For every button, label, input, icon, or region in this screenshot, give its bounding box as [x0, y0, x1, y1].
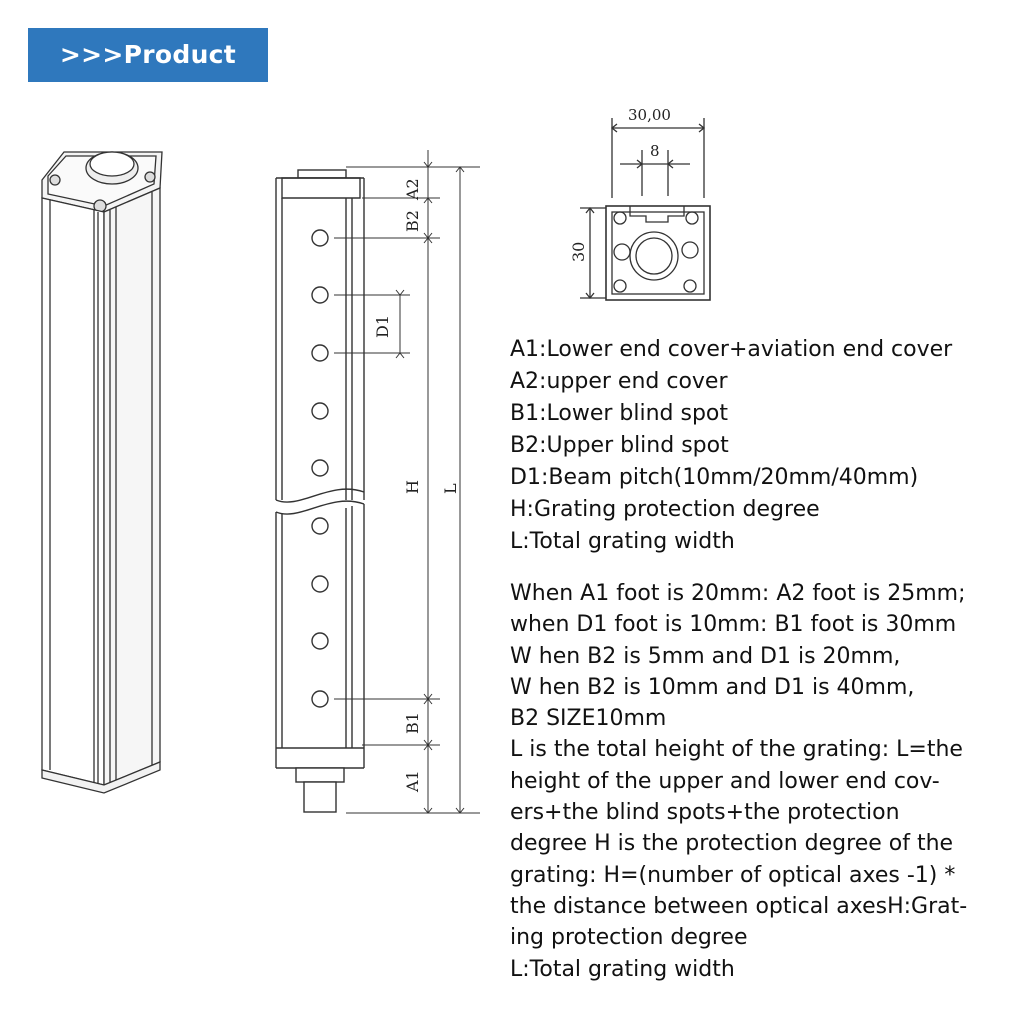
- dim-l: L: [441, 483, 460, 494]
- beam-3: [312, 345, 328, 361]
- notes-list: [510, 578, 1015, 985]
- front-view: [276, 170, 364, 812]
- note-line: W hen B2 is 5mm and D1 is 20mm,: [510, 643, 901, 669]
- note-line: the distance between optical axesH:Grat-: [510, 893, 968, 919]
- note-line: ing protection degree: [510, 925, 748, 951]
- dim-d1: D1: [373, 314, 392, 338]
- note-line: degree H is the protection degree of the: [510, 831, 954, 857]
- legend-item: L:Total grating width: [510, 529, 735, 554]
- beam-5: [312, 460, 328, 476]
- dim-b2: B2: [403, 210, 422, 232]
- dim-inner-width: 8: [650, 142, 660, 160]
- dim-h: H: [403, 480, 422, 494]
- note-line: height of the upper and lower end cov-: [510, 768, 940, 794]
- note-line: W hen B2 is 10mm and D1 is 40mm,: [510, 674, 915, 700]
- note-line: B2 SIZE10mm: [510, 706, 667, 732]
- beam-4: [312, 403, 328, 419]
- legend-item: H:Grating protection degree: [510, 497, 820, 522]
- legend-list: [510, 334, 1015, 558]
- note-line: ers+the blind spots+the protection: [510, 800, 900, 826]
- perspective-view: [42, 152, 162, 793]
- note-line: L:Total grating width: [510, 956, 735, 982]
- note-line: when D1 foot is 10mm: B1 foot is 30mm: [510, 612, 957, 638]
- legend-item: B2:Upper blind spot: [510, 433, 729, 458]
- beam-6: [312, 518, 328, 534]
- legend-item: A1:Lower end cover+aviation end cover: [510, 337, 953, 362]
- beam-9: [312, 691, 328, 707]
- legend-item: D1:Beam pitch(10mm/20mm/40mm): [510, 465, 919, 490]
- beam-1: [312, 230, 328, 246]
- dim-top-width: 30,00: [628, 106, 671, 124]
- cross-section-view: [580, 118, 710, 300]
- note-line: L is the total height of the grating: L=the: [510, 737, 963, 763]
- beam-2: [312, 287, 328, 303]
- beam-7: [312, 576, 328, 592]
- product-size-badge: >>>Product size: [28, 28, 268, 82]
- note-line: When A1 foot is 20mm: A2 foot is 25mm;: [510, 581, 966, 606]
- dim-side-height: 30: [569, 241, 588, 262]
- dim-a1: A1: [403, 770, 422, 792]
- legend-item: A2:upper end cover: [510, 369, 728, 394]
- dim-b1: B1: [403, 712, 422, 734]
- dim-a2: A2: [403, 178, 422, 200]
- beam-8: [312, 633, 328, 649]
- legend-item: B1:Lower blind spot: [510, 401, 729, 426]
- note-line: grating: H=(number of optical axes -1) *: [510, 862, 956, 888]
